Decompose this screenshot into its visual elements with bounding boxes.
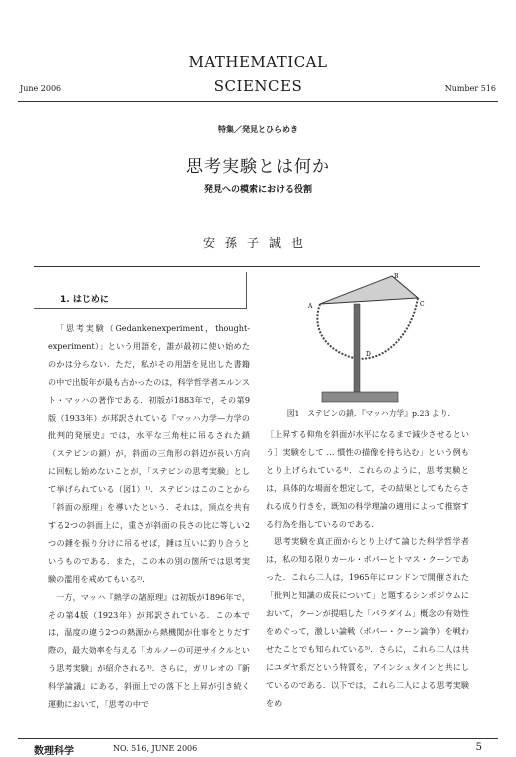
- section-heading: 1. はじめに: [60, 295, 109, 305]
- page-number: 5: [475, 742, 482, 753]
- issue-date: June 2006: [20, 84, 62, 93]
- feature-topic: 特集／発見とひらめき: [218, 125, 298, 134]
- masthead-line-2: SCIENCES: [213, 77, 303, 95]
- paragraph: ［上昇する仰角を斜面が水平になるまで減少させるという］実験をして … 慣性の描像を持ち込む」という例もとり上げられている⁴⁾．これらのように，思考実験とは，具体的な場面を想定して，その結果としてもたらされる成り行きを，既知の科学理論の適用によって推察する行為を指しているのである．: [266, 429, 469, 529]
- paragraph: 「思考実験（Gedankenexperiment，thought-experiment）」という用語を，誰が最初に使い始めたのかは分らない．ただ，私がその用語を見出した書籍の中で出版年が最も古かったのは，科学哲学者エルンスト・マッハの著作である．初版が1883年で，その第9版（1933年）が邦訳されている『マッハ力学—力学の批判的発展史』では，水平な三角柱に吊るされた鎖（ステビンの鎖）が，斜面の三角形の斜辺が長い方向に回転し始めないことが，「ステビンの思考実験」として挙げられている（図1）¹⁾．ステビンはこのことから「斜面の原理」を導いたという．それは，頂点を共有する2つの斜面上に，重さが斜面の長さの比に等しい2つの錘を振り分けに吊るせば，錘は互いに釣り合うというものである．また，この本の別の箇所では思考実験の濫用を戒めてもいる²⁾．: [48, 323, 250, 584]
- article-subtitle: 発見への模索における役割: [203, 185, 312, 195]
- left-column: [48, 320, 250, 714]
- paragraph: 一方，マッハ『熱学の諸原理』は初版が1896年で，その第4版（1923年）が邦訳されている．この本では，温度の違う2つの熱源から熱機関が仕事をとりだす際の，最大効率を与える「カルノーの可逆サイクルという思考実験」が紹介される³⁾．さらに，ガリレオの『新科学論議』にある，斜面上での落下と上昇が引き続く運動において，「思考の中で: [48, 591, 250, 710]
- paragraph: 思考実験を真正面からとり上げて論じた科学哲学者は，私の知る限りカール・ポパーとトマス・クーンであった．これら二人は，1965年にロンドンで開催された「批判と知識の成長について」と題するシンポジウムにおいて，クーンが提唱した「パラダイム」概念の有効性をめぐって，激しい論戦（ポパー・クーン論争）を戦わせたことでも知られている⁵⁾．さらに，これら二人は共にユダヤ系だという特質を，アインシュタインと共にしているのである．以下では，これら二人による思考実験をめ: [266, 536, 469, 708]
- footer-rule: [18, 738, 498, 739]
- figure-stevin-chain: [300, 272, 430, 408]
- author-rule: [34, 266, 480, 267]
- right-column: [266, 426, 469, 713]
- journal-masthead: [0, 50, 516, 98]
- figure-point-label: D: [366, 351, 371, 358]
- figure-point-label: A: [308, 303, 313, 310]
- masthead-line-1: MATHEMATICAL: [188, 53, 328, 71]
- stevin-chain-illustration: [300, 272, 430, 408]
- article-title: 思考実験とは何か: [186, 157, 330, 177]
- footer-issue: NO. 516, JUNE 2006: [113, 744, 198, 753]
- header-rule: [18, 101, 498, 102]
- author-name: 安孫子誠也: [202, 236, 313, 250]
- footer-journal: 数理科学: [34, 746, 74, 757]
- figure-point-label: C: [420, 301, 425, 308]
- issue-number: Number 516: [444, 84, 496, 93]
- figure-point-label: B: [394, 273, 399, 280]
- figure-caption: 図1 ステビンの鎖．『マッハ力学』p.23 より．: [286, 409, 456, 418]
